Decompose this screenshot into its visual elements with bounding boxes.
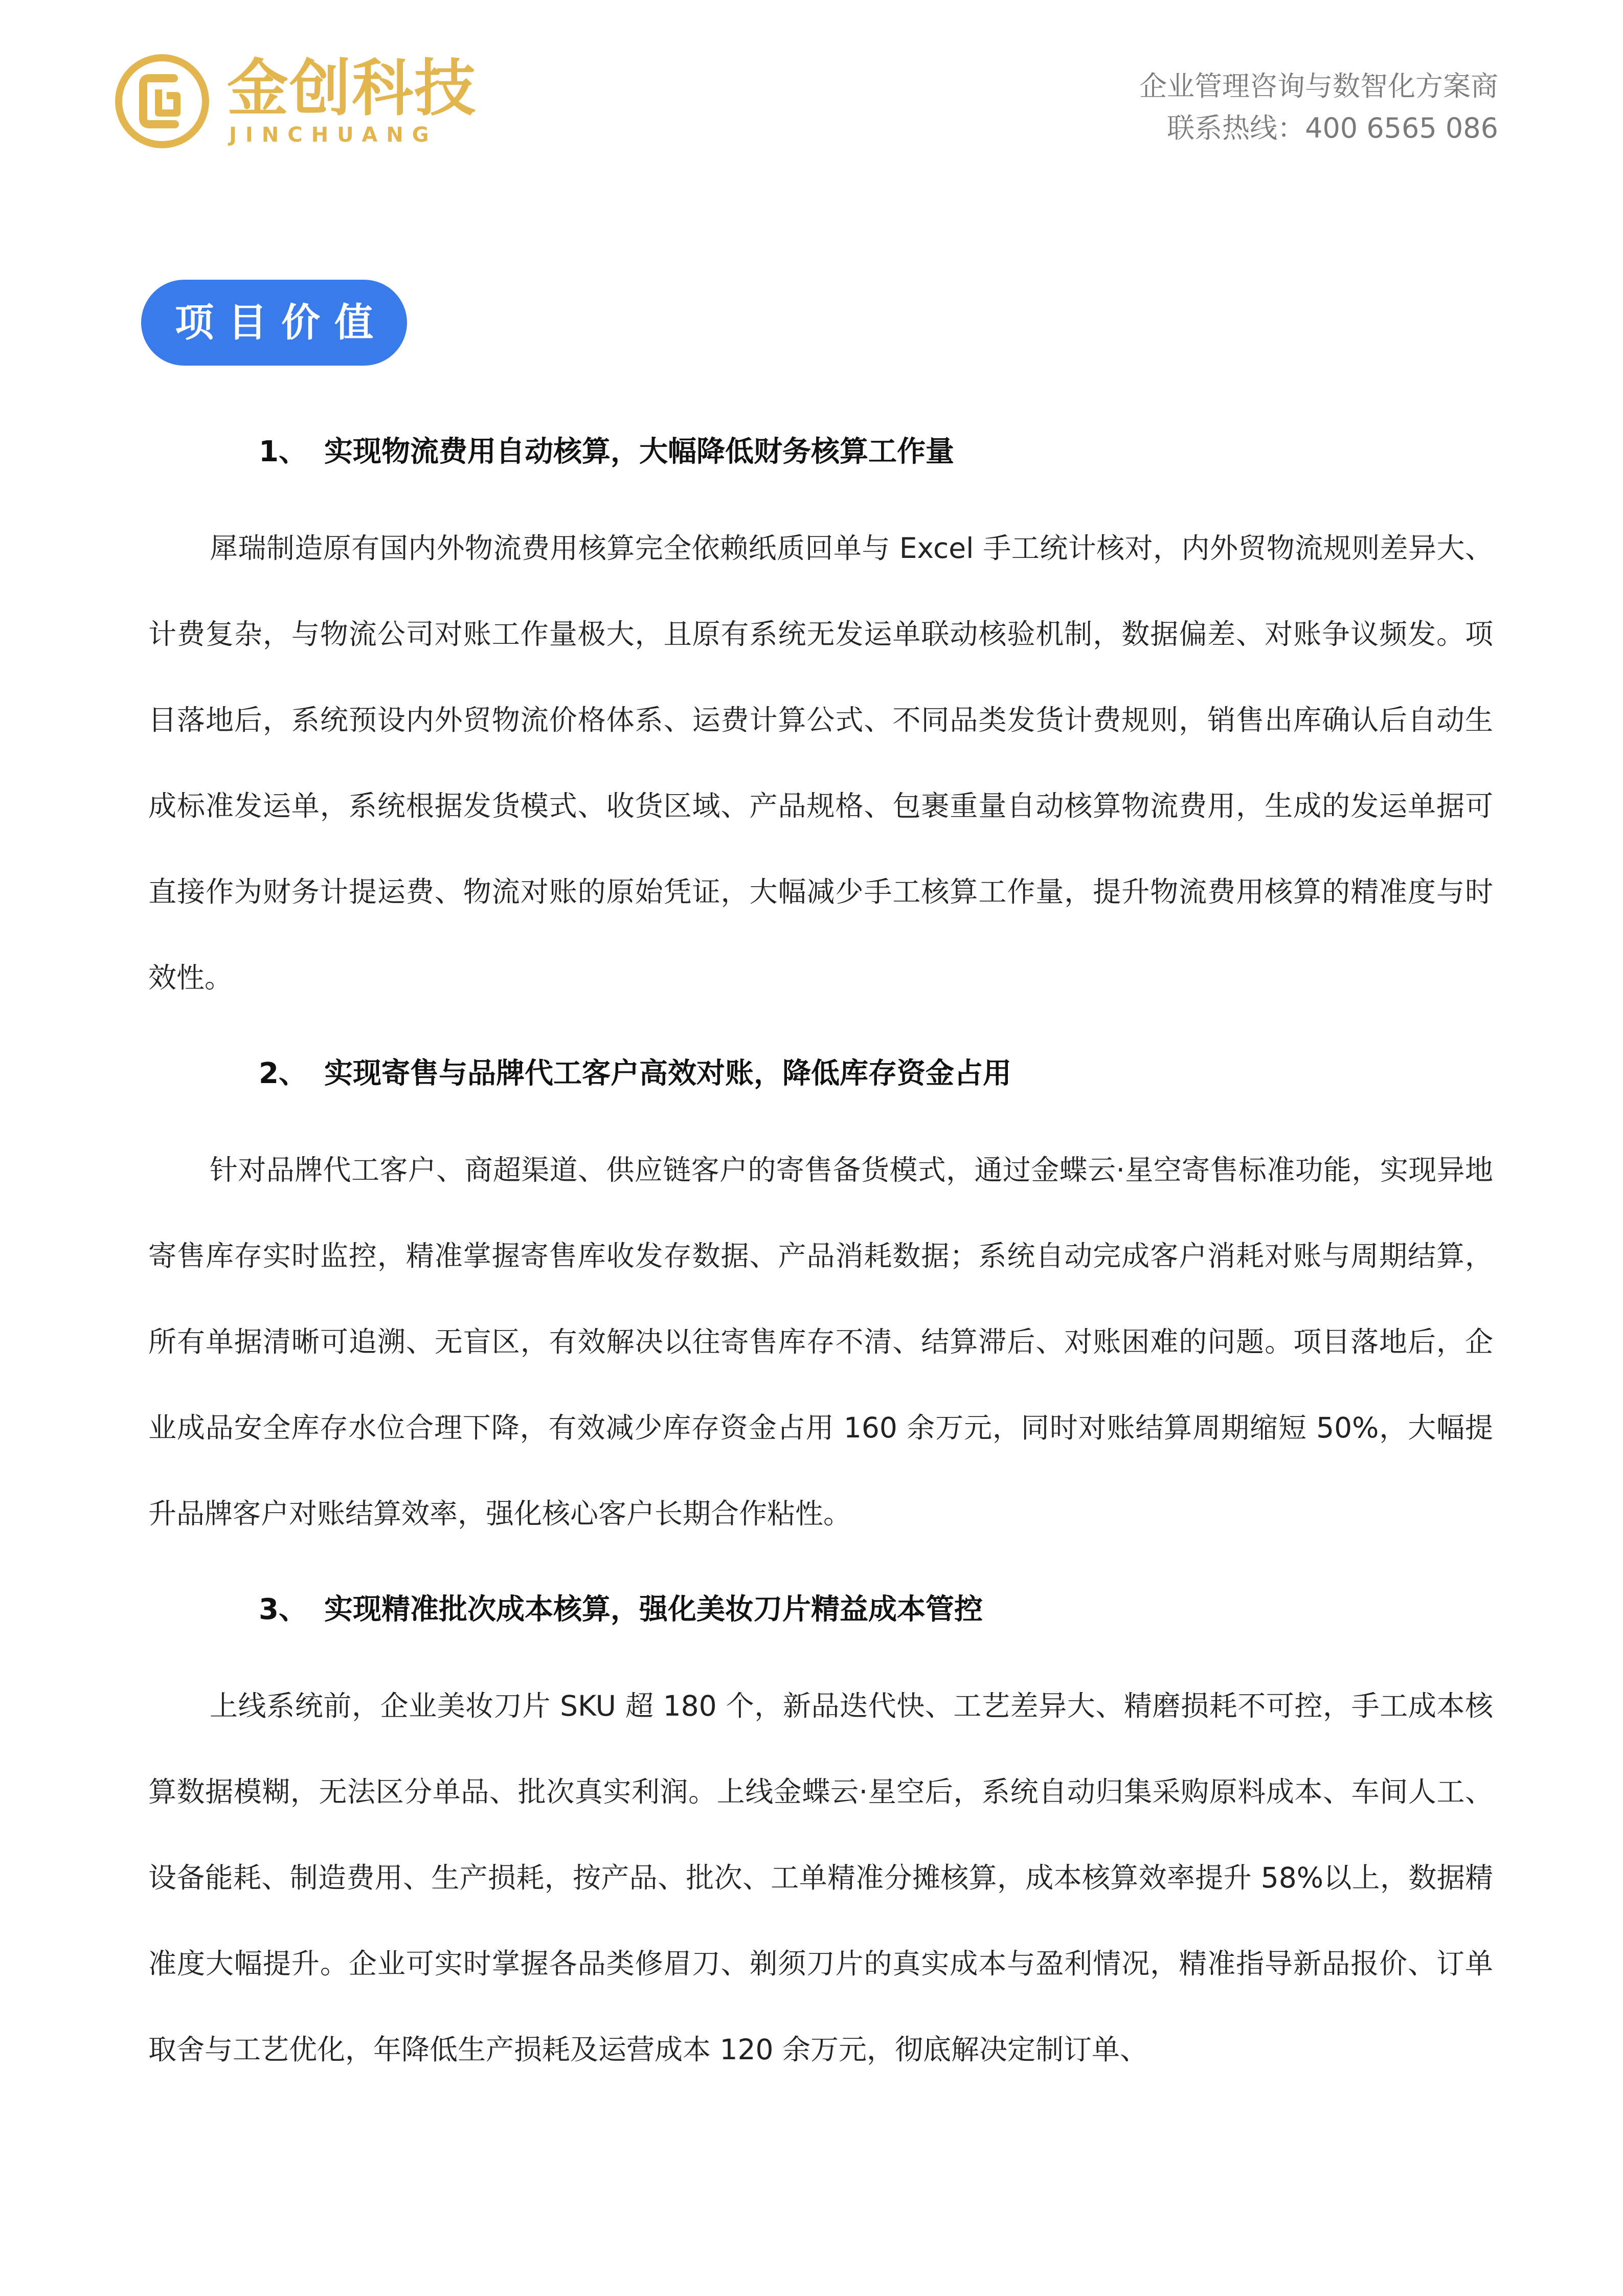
company-logo — [114, 53, 477, 150]
item-heading-text: 实现物流费用自动核算，大幅降低财务核算工作量 — [324, 435, 954, 468]
logo-text-cn: 金创科技 — [227, 53, 477, 124]
item-number: 3、 — [259, 1593, 307, 1626]
hotline: 联系热线：400 6565 086 — [1167, 112, 1498, 144]
item-body-2: 针对品牌代工客户、商超渠道、供应链客户的寄售备货模式，通过金蝶云·星空寄售标准功能，实现异地寄售库存实时监控，精准掌握寄售库收发存数据、产品消耗数据；系统自动完成客户消耗对账与周期结算，所有单据清晰可追溯、无盲区，有效解决以往寄售库存不清、结算滞后、对账困难的问题。项目落地后，企业成品安全库存水位合理下降，有效减少库存资金占用 160 余万元，同时对账结算周期缩短 50%，大幅提升品牌客户对账结算效率，强化核心客户长期合作粘性。 — [148, 1154, 1493, 1530]
item-heading-text: 实现寄售与品牌代工客户高效对账，降低库存资金占用 — [324, 1057, 1011, 1090]
item-heading-2 — [148, 1041, 1493, 1107]
item-body-1: 犀瑞制造原有国内外物流费用核算完全依赖纸质回单与 Excel 手工统计核对，内外贸物流规则差异大、计费复杂，与物流公司对账工作量极大，且原有系统无发运单联动核验机制，数据偏差、对账争议频发。项目落地后，系统预设内外贸物流价格体系、运费计算公式、不同品类发货计费规则，销售出库确认后自动生成标准发运单，系统根据发货模式、收货区域、产品规格、包裹重量自动核算物流费用，生成的发运单据可直接作为财务计提运费、物流对账的原始凭证，大幅减少手工核算工作量，提升物流费用核算的精准度与时效性。 — [148, 532, 1493, 994]
logo-mark-icon — [114, 53, 211, 150]
project-value-content — [148, 419, 1493, 2113]
item-body-3: 上线系统前，企业美妆刀片 SKU 超 180 个，新品迭代快、工艺差异大、精磨损耗不可控，手工成本核算数据模糊，无法区分单品、批次真实利润。上线金蝶云·星空后，系统自动归集采购原料成本、车间人工、设备能耗、制造费用、生产损耗，按产品、批次、工单精准分摊核算，成本核算效率提升 58%以上，数据精准度大幅提升。企业可实时掌握各品类修眉刀、剃须刀片的真实成本与盈利情况，精准指导新品报价、订单取舍与工艺优化，年降低生产损耗及运营成本 120 余万元，彻底解决定制订单、 — [148, 1690, 1493, 2066]
item-heading-3 — [148, 1577, 1493, 1642]
item-number: 2、 — [259, 1057, 307, 1090]
item-heading-1 — [148, 419, 1493, 485]
item-heading-text: 实现精准批次成本核算，强化美妆刀片精益成本管控 — [324, 1593, 983, 1626]
company-tagline: 企业管理咨询与数智化方案商 — [1139, 70, 1498, 102]
section-title-badge: 项目价值 — [141, 280, 407, 366]
header-info — [1139, 65, 1498, 149]
item-number: 1、 — [259, 435, 307, 468]
logo-text-en: JINCHUANG — [229, 123, 438, 147]
